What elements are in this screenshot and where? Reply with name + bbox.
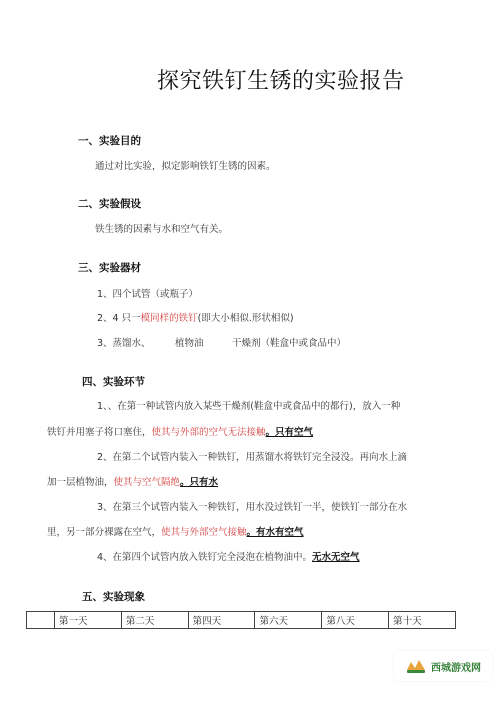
table-cell-day: 第十天 — [389, 612, 456, 629]
step-2-line-1: 2、在第二个试管内装入一种铁钉，用蒸馏水将铁钉完全浸没。再向水上滴 — [97, 452, 408, 463]
watermark-text: 西城游戏网 — [431, 662, 481, 674]
section-heading-purpose: 一、实验目的 — [78, 135, 141, 147]
step-1-condition: 。只有空气 — [265, 427, 314, 438]
step-3-text: 里，另一部分裸露在空气， — [47, 527, 162, 538]
section-heading-observations: 五、实验现象 — [82, 591, 145, 603]
step-2-highlight: 使其与空气隔绝 — [113, 477, 181, 488]
equipment-item-2-prefix: 2、4 只一 — [97, 313, 141, 324]
step-2-line-2 — [47, 474, 218, 488]
step-2-condition: 。只有水 — [180, 477, 219, 488]
step-1-highlight: 使其与外部的空气无法接触 — [151, 427, 266, 438]
watermark-logo-icon — [405, 656, 427, 676]
equipment-item-3c: 干燥剂（鞋盒中或食品中） — [232, 338, 347, 349]
report-title: 探究铁钉生锈的实验报告 — [157, 69, 405, 94]
table-cell-day: 第八天 — [322, 612, 389, 629]
table-cell-blank — [27, 612, 55, 629]
step-4-text: 4、在第四个试管内放入铁钉完全浸泡在植物油中。 — [97, 552, 313, 563]
watermark-badge — [394, 651, 492, 681]
step-4-condition: 无水无空气 — [312, 552, 360, 563]
section-heading-steps: 四、实验环节 — [82, 376, 145, 388]
equipment-item-3a: 3、蒸馏水、 — [97, 338, 151, 349]
step-3-line-1: 3、在第三个试管内装入一种铁钉，用水没过铁钉一半，使铁钉一部分在水 — [97, 502, 408, 513]
step-2-text: 加一层植物油， — [47, 477, 114, 488]
section-heading-equipment: 三、实验器材 — [78, 262, 141, 274]
observation-table — [26, 611, 456, 629]
purpose-text: 通过对比实验，拟定影响铁钉生锈的因素。 — [95, 161, 276, 172]
table-cell-day: 第四天 — [188, 612, 255, 629]
table-cell-day: 第六天 — [255, 612, 322, 629]
step-3-condition: 。有水有空气 — [246, 527, 304, 538]
section-heading-hypothesis: 二、实验假设 — [78, 198, 141, 210]
step-1-line-1: 1、、在第一种试管内放入某些干燥剂(鞋盒中或食品中的都行)，放入一种 — [97, 401, 401, 412]
step-4-line — [97, 549, 360, 563]
table-cell-day: 第二天 — [121, 612, 188, 629]
hypothesis-text: 铁生锈的因素与水和空气有关。 — [95, 224, 229, 235]
equipment-item-2 — [97, 310, 294, 324]
step-3-line-2 — [47, 524, 304, 538]
equipment-item-2-suffix: (即大小相似.形状相似) — [197, 313, 294, 324]
table-row — [27, 612, 456, 629]
step-1-line-2 — [47, 424, 313, 438]
step-3-highlight: 使其与外部空气接触 — [161, 527, 247, 538]
table-cell-day: 第一天 — [55, 612, 122, 629]
step-1-text: 铁钉并用塞子将口塞住， — [47, 427, 152, 438]
equipment-item-2-highlight: 模同样的铁钉 — [140, 313, 198, 324]
equipment-item-3b: 植物油 — [175, 338, 204, 349]
equipment-item-1: 1、四个试管（或瓶子） — [97, 289, 199, 300]
